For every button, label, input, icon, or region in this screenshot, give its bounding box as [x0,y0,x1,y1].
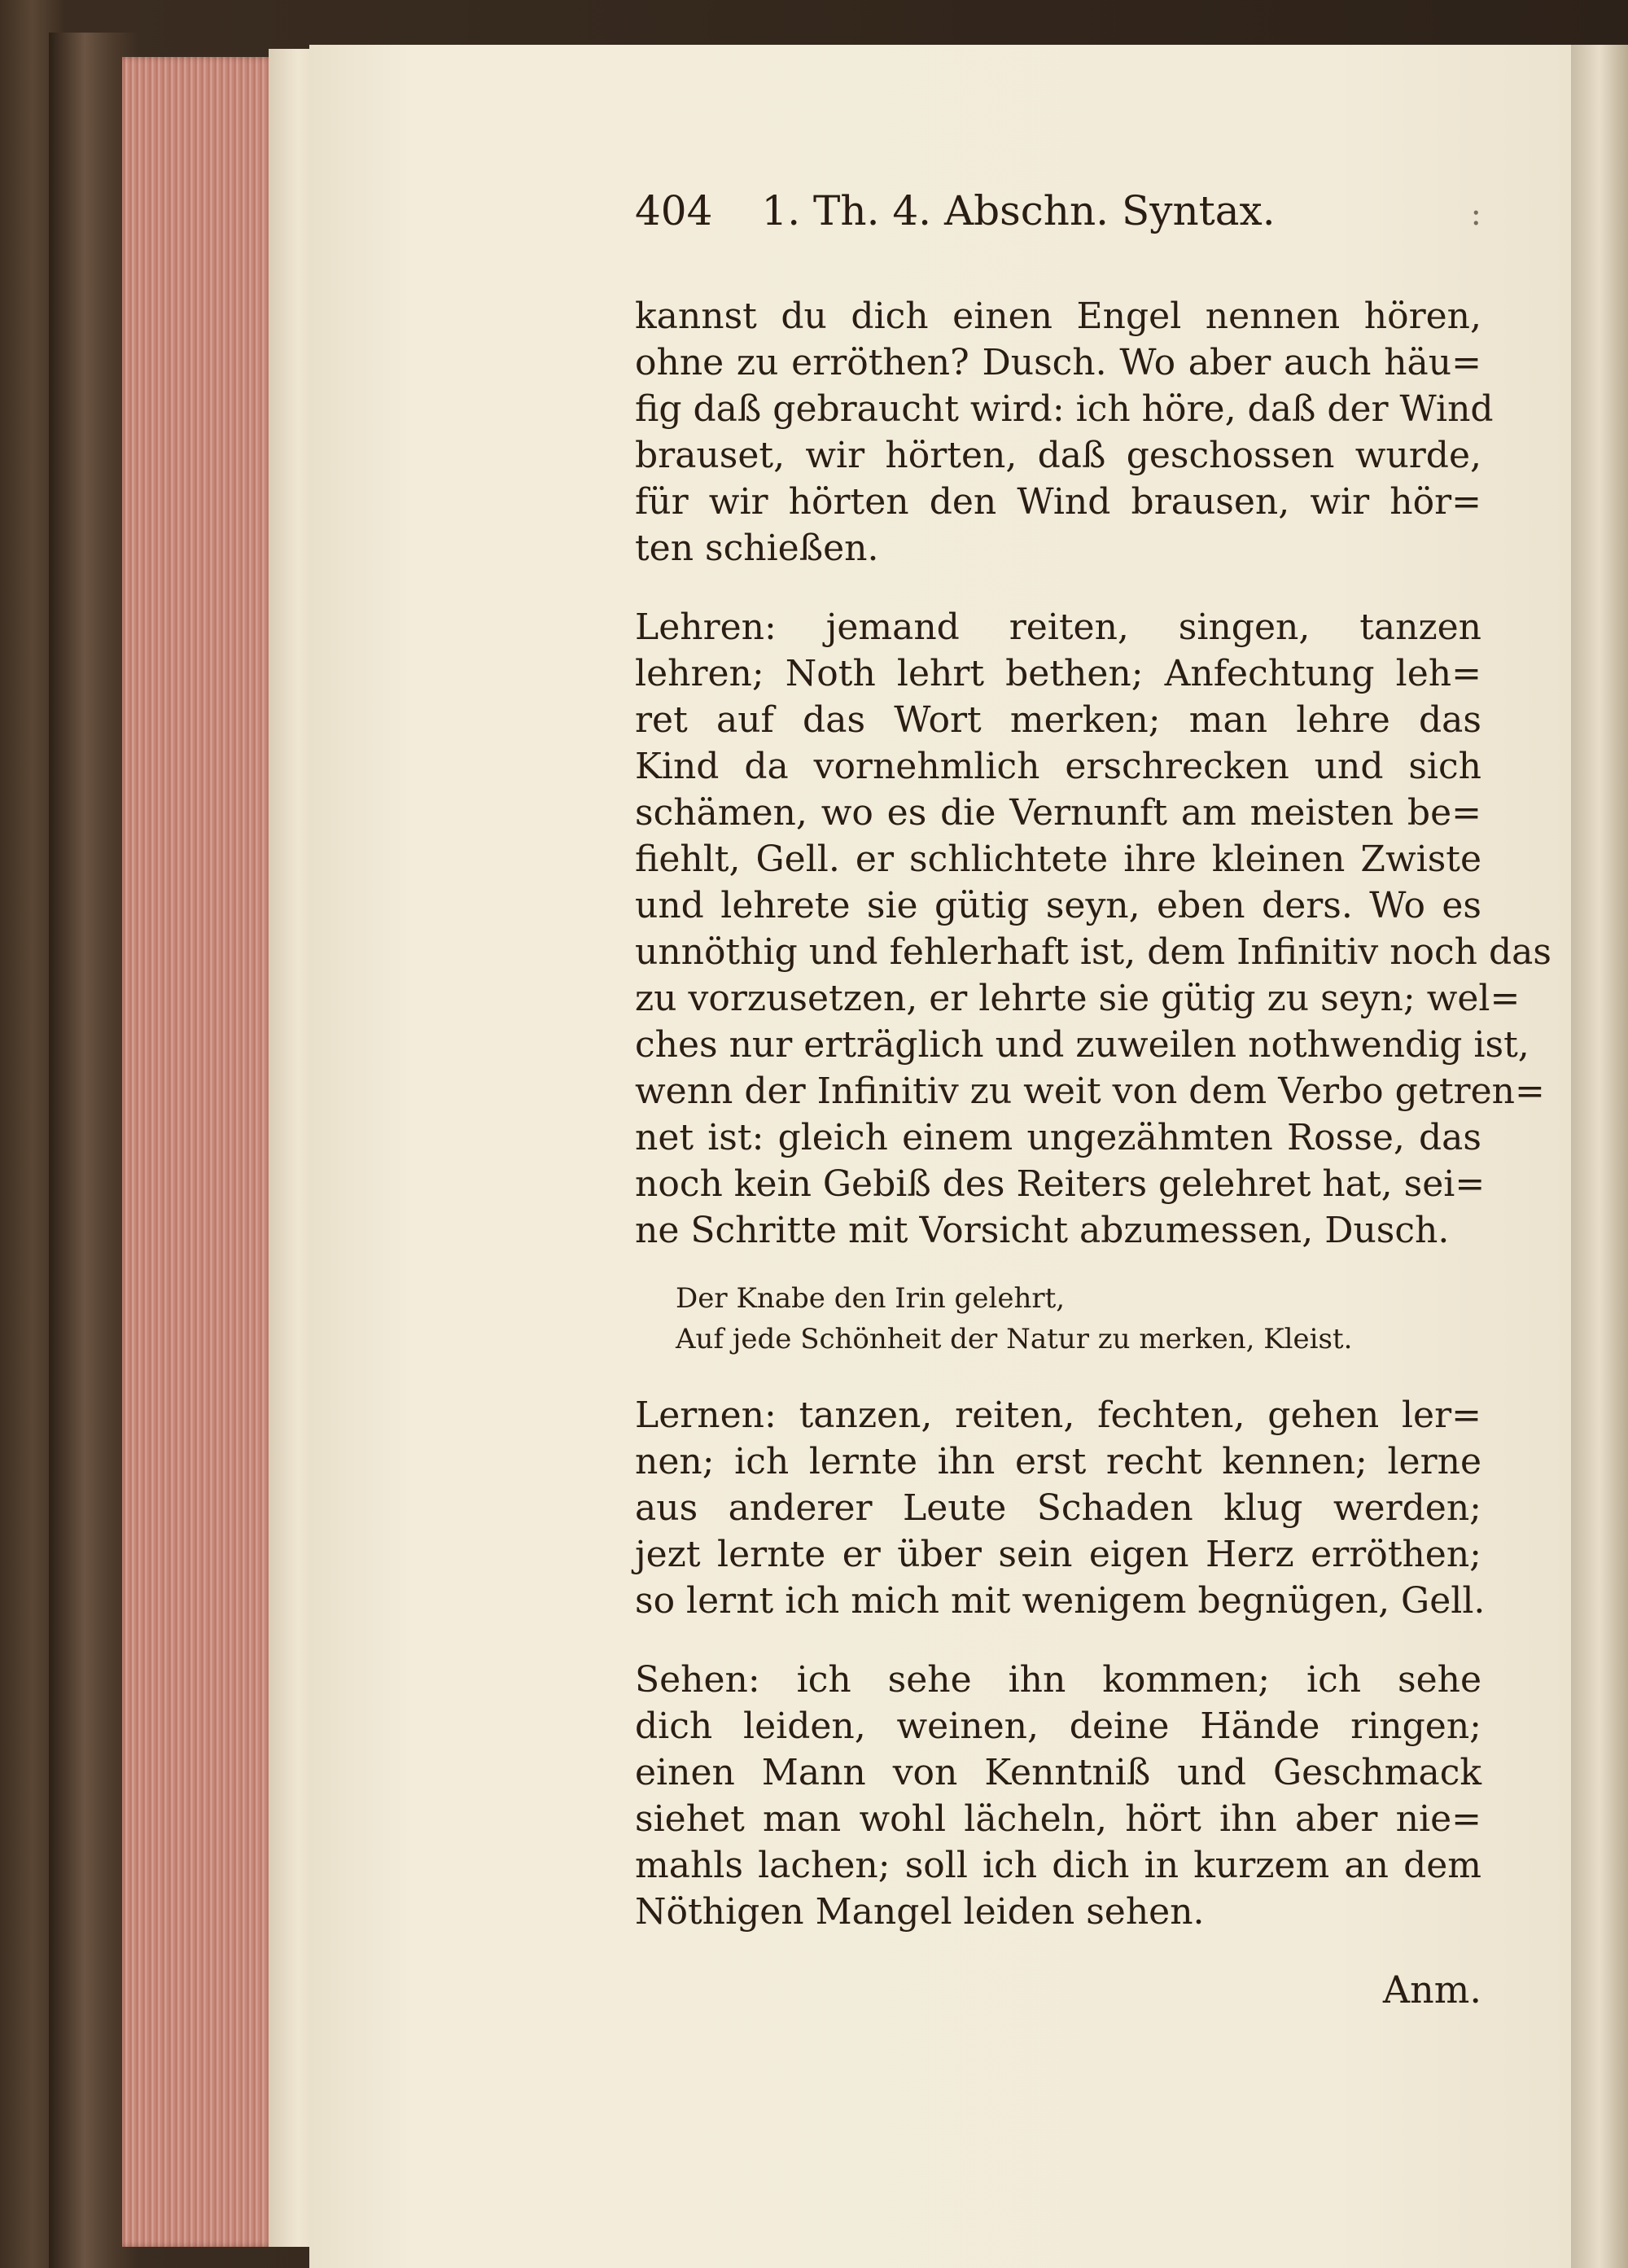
verse-line: Auf jede Schönheit der Natur zu merken, Kleist. [676,1323,1353,1355]
text-line: noch kein Gebiß des Reiters gelehret hat, sei= [635,1163,1486,1205]
verse-quotation [676,1278,1481,1359]
text-line: ches nur erträglich und zuweilen nothwendig ist, [635,1024,1530,1066]
text-line: Lehren: jemand reiten, singen, tanzen [635,606,1481,648]
text-line: net ist: gleich einem ungezähmten Rosse, das [635,1117,1481,1158]
text-line: Sehen: ich sehe ihn kommen; ich sehe [635,1659,1481,1701]
paragraph-hoeren [635,293,1494,571]
text-line: dich leiden, weinen, deine Hände ringen; [635,1705,1481,1747]
paragraph-sehen [635,1657,1481,1935]
text-line: jezt lernte er über sein eigen Herz erröthen; [635,1534,1481,1575]
text-line: ohne zu erröthen? Dusch. Wo aber auch häu= [635,342,1481,383]
text-line: für wir hörten den Wind brausen, wir hör= [635,481,1481,523]
facing-page-edge [1571,45,1628,2268]
text-line: Kind da vornehmlich erschrecken und sich [635,746,1481,787]
text-line: siehet man wohl lächeln, hört ihn aber nie= [635,1798,1481,1840]
text-line: lehren; Noth lehrt bethen; Anfechtung leh= [635,653,1481,694]
text-line: wenn der Infinitiv zu weit von dem Verbo getren= [635,1071,1545,1112]
text-line: unnöthig und fehlerhaft ist, dem Infinitiv noch das [635,931,1551,973]
text-line: nen; ich lernte ihn erst recht kennen; lerne [635,1441,1481,1482]
text-line: Lernen: tanzen, reiten, fechten, gehen ler= [635,1395,1481,1436]
paragraph-lehren [635,604,1551,1254]
text-line: aus anderer Leute Schaden klug werden; [635,1487,1481,1529]
verse-line: Der Knabe den Irin gelehrt, [676,1282,1066,1315]
text-line: so lernt ich mich mit wenigem begnügen, Gell. [635,1580,1486,1622]
text-line: brauset, wir hörten, daß geschossen wurde, [635,435,1481,476]
running-title: 1. Th. 4. Abschn. Syntax. [761,187,1276,234]
catchword: Anm. [1382,1968,1481,2012]
text-line: Nöthigen Mangel leiden sehen. [635,1891,1205,1933]
text-line: schämen, wo es die Vernunft am meisten be= [635,792,1481,834]
text-line: ne Schritte mit Vorsicht abzumessen, Dusch. [635,1210,1450,1251]
text-line: ten schießen. [635,528,879,569]
page-header [635,187,1481,261]
text-line: zu vorzusetzen, er lehrte sie gütig zu seyn; wel= [635,978,1521,1019]
text-line: und lehrete sie gütig seyn, eben ders. Wo es [635,885,1481,926]
paragraph-lernen [635,1392,1486,1624]
page-number: 404 [635,187,713,234]
text-line: fig daß gebraucht wird: ich höre, daß der Wind [635,388,1494,430]
text-line: einen Mann von Kenntniß und Geschmack [635,1752,1481,1793]
text-line: ret auf das Wort merken; man lehre das [635,699,1481,741]
text-line: kannst du dich einen Engel nennen hören, [635,296,1481,337]
page-text [635,187,1551,2012]
header-mark: : [1470,195,1481,233]
text-line: fiehlt, Gell. er schlichtete ihre kleinen Zwiste [635,838,1481,880]
text-line: mahls lachen; soll ich dich in kurzem an dem [635,1845,1481,1886]
